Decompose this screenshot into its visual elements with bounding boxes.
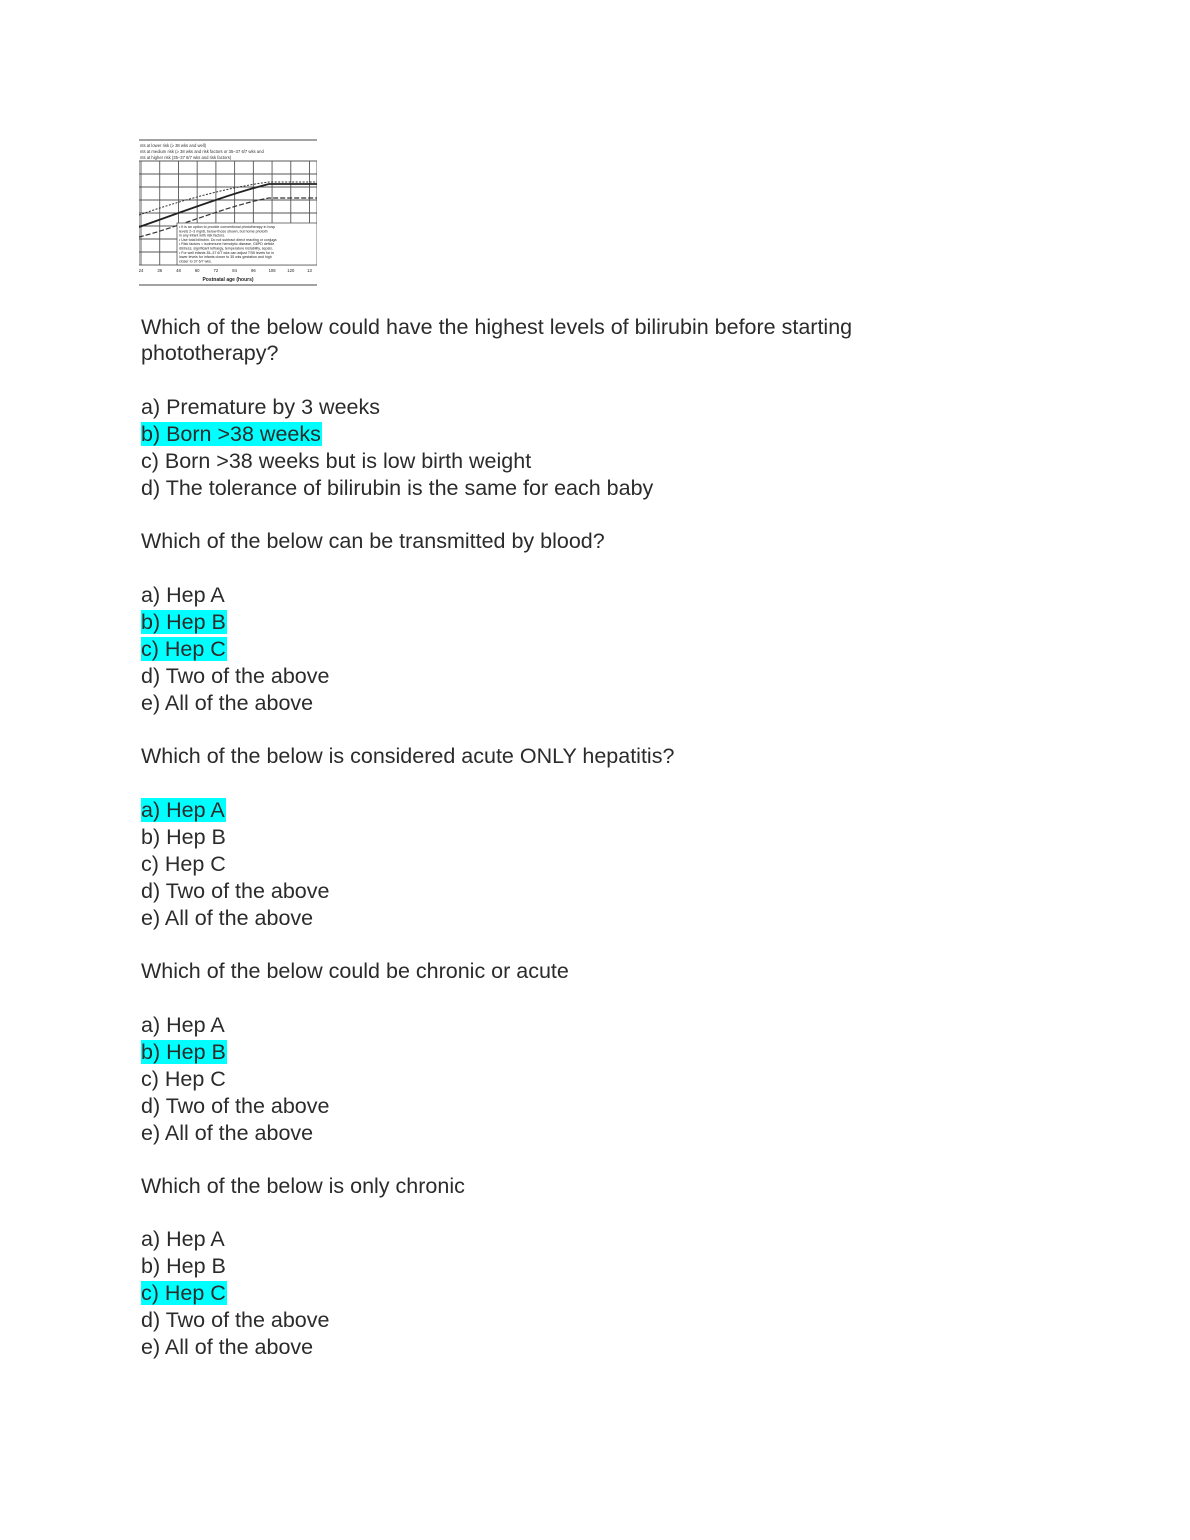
option-q1-a: a) Premature by 3 weeks (141, 395, 380, 419)
option-q1-c: c) Born >38 weeks but is low birth weight (141, 449, 532, 473)
option-q3-d: d) Two of the above (141, 879, 330, 903)
option-q4-d: d) Two of the above (141, 1094, 330, 1118)
x-tick-label: 60 (194, 268, 200, 273)
legend-line-1: nts at lower risk (≥ 38 wks and well) (140, 143, 207, 148)
chart-note-line: • For well infants 35–37 6/7 wks can adjust TSB levels for in (179, 250, 275, 255)
x-tick-label: 48 (176, 268, 181, 273)
x-tick-label: 84 (232, 268, 237, 273)
x-tick-label: 72 (213, 268, 219, 273)
chart-note-line: closer to 37 6/7 wks. (179, 259, 212, 264)
question-2-text: Which of the below can be transmitted by blood? (141, 529, 605, 553)
chart-note-line: distress, significant lethargy, temperature instability, sepsis, (179, 246, 273, 251)
option-q3-c: c) Hep C (141, 852, 226, 876)
option-q2-e: e) All of the above (141, 691, 314, 715)
option-q4-a: a) Hep A (141, 1013, 225, 1037)
x-tick-label: 13 (307, 268, 312, 273)
x-tick-label: 24 (139, 268, 144, 273)
legend-line-3: nts at higher risk (35–37 6/7 wks and risk factors) (140, 155, 232, 160)
option-q5-a: a) Hep A (141, 1227, 225, 1251)
x-tick-label: 108 (268, 268, 276, 273)
option-q4-e: e) All of the above (141, 1121, 314, 1145)
option-q3-b: b) Hep B (141, 825, 226, 849)
question-2-options (141, 582, 330, 717)
option-q4-b: b) Hep B (141, 1040, 226, 1064)
chart-note-line: • Use total bilirubin. Do not subtract direct reacting or conjuga (179, 237, 277, 242)
option-q2-d: d) Two of the above (141, 664, 330, 688)
option-q5-e: e) All of the above (141, 1335, 314, 1359)
question-3-options (141, 797, 330, 932)
question-5-options (141, 1226, 330, 1361)
option-q3-a: a) Hep A (141, 798, 225, 822)
chart-note-line: levels 2–3 mg/dL below those shown, but home phototh (179, 229, 268, 234)
question-4-options (141, 1012, 330, 1147)
legend-line-2: nts at medium risk (≥ 38 wks and risk factors or 35–37 6/7 wks and (140, 149, 264, 154)
phototherapy-chart-figure (139, 139, 317, 287)
x-tick-label: 96 (251, 268, 256, 273)
question-1-text: Which of the below could have the highest levels of bilirubin before starting phototherapy? (141, 315, 853, 365)
question-3-text: Which of the below is considered acute ONLY hepatitis? (141, 744, 675, 768)
option-q2-c: c) Hep C (141, 637, 226, 661)
option-q1-b: b) Born >38 weeks (141, 422, 321, 446)
option-q5-d: d) Two of the above (141, 1308, 330, 1332)
chart-note-line: lower levels for infants closer to 35 wks gestation and high (179, 255, 272, 260)
question-1-options (141, 394, 654, 502)
option-q5-b: b) Hep B (141, 1254, 226, 1278)
curve-medium-risk (139, 184, 317, 227)
x-axis-label: Postnatal age (hours) (202, 277, 254, 283)
chart-note-line: • Risk factors = isoimmune hemolytic disease, G6PD deficie (179, 242, 275, 247)
option-q1-d: d) The tolerance of bilirubin is the same for each baby (141, 476, 654, 500)
chart-note-line: • It is an option to provide conventional phototherapy in hosp (179, 225, 276, 229)
x-tick-label: 120 (287, 268, 295, 273)
question-4-text: Which of the below could be chronic or acute (141, 959, 569, 983)
x-tick-label: 36 (157, 268, 163, 273)
question-5-text: Which of the below is only chronic (141, 1174, 465, 1198)
option-q2-b: b) Hep B (141, 610, 226, 634)
option-q2-a: a) Hep A (141, 583, 225, 607)
option-q4-c: c) Hep C (141, 1067, 226, 1091)
option-q3-e: e) All of the above (141, 906, 314, 930)
chart-note-line: in any infant with risk factors. (179, 233, 226, 238)
option-q5-c: c) Hep C (141, 1281, 226, 1305)
